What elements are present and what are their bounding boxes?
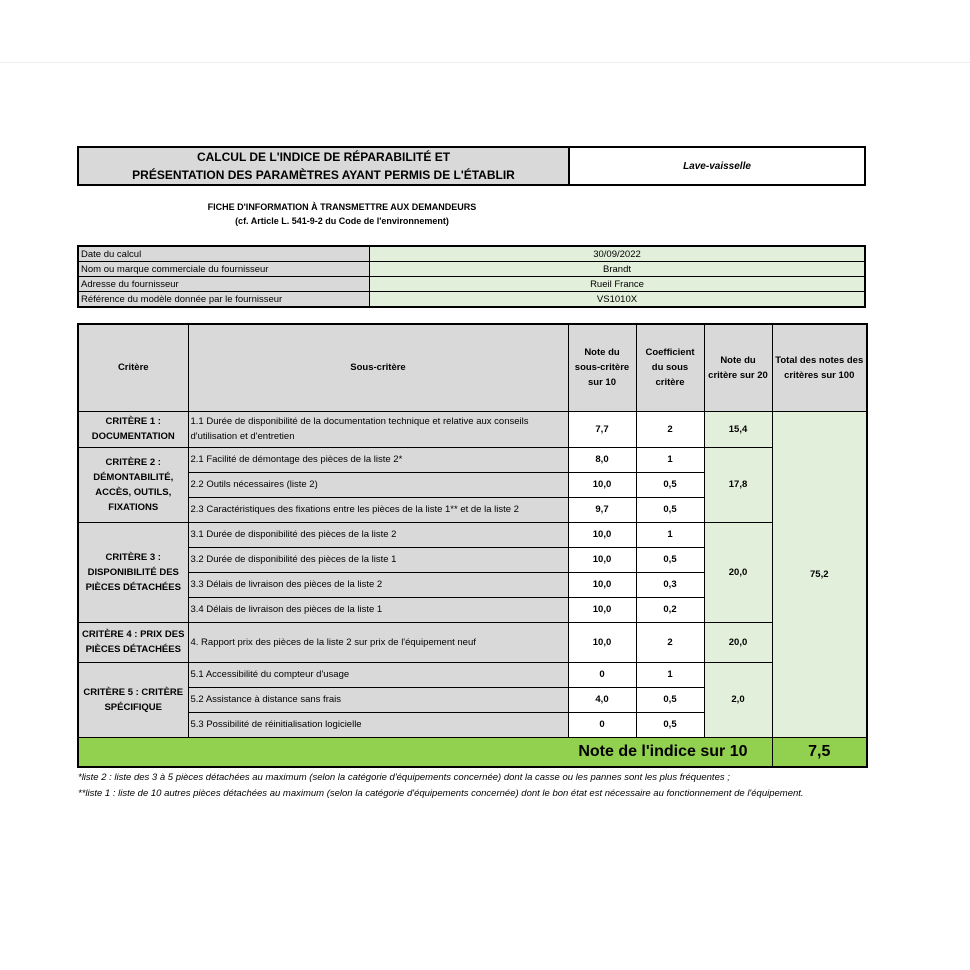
col-sous-critere: Sous-critère — [188, 324, 568, 411]
criterion-2: CRITÈRE 2 : DÉMONTABILITÉ, ACCÈS, OUTILS, FIXATIONS — [78, 447, 188, 522]
info-row — [78, 246, 865, 262]
info-label: Nom ou marque commerciale du fournisseur — [78, 262, 370, 277]
sub-coef: 0,5 — [636, 712, 704, 737]
table-header-row — [78, 324, 867, 411]
sub-note: 9,7 — [568, 497, 636, 522]
col-critere: Critère — [78, 324, 188, 411]
title-line-2: PRÉSENTATION DES PARAMÈTRES AYANT PERMIS DE L'ÉTABLIR — [132, 168, 515, 182]
table-row — [78, 447, 867, 472]
info-label: Référence du modèle donnée par le fournisseur — [78, 292, 370, 308]
info-value: Rueil France — [370, 277, 866, 292]
sub-note: 0 — [568, 662, 636, 687]
info-value: Brandt — [370, 262, 866, 277]
sub-coef: 0,2 — [636, 597, 704, 622]
sub-note: 10,0 — [568, 622, 636, 662]
table-row — [78, 662, 867, 687]
col-total: Total des notes des critères sur 100 — [772, 324, 867, 411]
criterion-score: 17,8 — [704, 447, 772, 522]
sub-coef: 1 — [636, 447, 704, 472]
criterion-5: CRITÈRE 5 : CRITÈRE SPÉCIFIQUE — [78, 662, 188, 737]
criterion-score: 20,0 — [704, 622, 772, 662]
col-note-sous: Note du sous-critère sur 10 — [568, 324, 636, 411]
table-row — [78, 411, 867, 447]
index-label: Note de l'indice sur 10 — [78, 737, 772, 767]
sub-note: 10,0 — [568, 572, 636, 597]
sub-criterion: 1.1 Durée de disponibilité de la documentation technique et relative aux conseils d'utilisation et d'entretien — [188, 411, 568, 447]
info-value: 30/09/2022 — [370, 246, 866, 262]
criterion-4: CRITÈRE 4 : PRIX DES PIÈCES DÉTACHÉES — [78, 622, 188, 662]
sub-criterion: 3.4 Délais de livraison des pièces de la liste 1 — [188, 597, 568, 622]
criterion-score: 15,4 — [704, 411, 772, 447]
sub-coef: 0,5 — [636, 472, 704, 497]
sub-criterion: 4. Rapport prix des pièces de la liste 2 sur prix de l'équipement neuf — [188, 622, 568, 662]
sub-note: 4,0 — [568, 687, 636, 712]
table-row — [78, 522, 867, 547]
sub-criterion: 5.1 Accessibilité du compteur d'usage — [188, 662, 568, 687]
sub-note: 7,7 — [568, 411, 636, 447]
sub-coef: 1 — [636, 662, 704, 687]
sub-criterion: 2.2 Outils nécessaires (liste 2) — [188, 472, 568, 497]
sub-coef: 2 — [636, 411, 704, 447]
sub-criterion: 3.2 Durée de disponibilité des pièces de la liste 1 — [188, 547, 568, 572]
sub-note: 8,0 — [568, 447, 636, 472]
sub-coef: 0,3 — [636, 572, 704, 597]
criterion-score: 2,0 — [704, 662, 772, 737]
sub-criterion: 3.3 Délais de livraison des pièces de la liste 2 — [188, 572, 568, 597]
info-label: Adresse du fournisseur — [78, 277, 370, 292]
sub-criterion: 5.2 Assistance à distance sans frais — [188, 687, 568, 712]
supplier-info-table — [77, 245, 866, 308]
document-title — [79, 148, 570, 184]
sub-note: 10,0 — [568, 547, 636, 572]
info-row — [78, 277, 865, 292]
title-line-1: CALCUL DE L'INDICE DE RÉPARABILITÉ ET — [196, 150, 451, 164]
sub-note: 10,0 — [568, 472, 636, 497]
fiche-line-1: FICHE D'INFORMATION À TRANSMETTRE AUX DEMANDEURS — [207, 202, 477, 212]
sub-coef: 0,5 — [636, 497, 704, 522]
sub-note: 10,0 — [568, 597, 636, 622]
info-row — [78, 262, 865, 277]
sub-criterion: 2.3 Caractéristiques des fixations entre les pièces de la liste 1** et de la liste 2 — [188, 497, 568, 522]
sub-note: 0 — [568, 712, 636, 737]
document-header — [77, 146, 866, 186]
footnote-liste-2: *liste 2 : liste des 3 à 5 pièces détachées au maximum (selon la catégorie d'équipements concernée) dont la casse ou les pannes sont les plus fréquentes ; — [78, 772, 730, 783]
sub-note: 10,0 — [568, 522, 636, 547]
index-value: 7,5 — [772, 737, 867, 767]
col-note-critere: Note du critère sur 20 — [704, 324, 772, 411]
sub-coef: 1 — [636, 522, 704, 547]
sub-coef: 0,5 — [636, 687, 704, 712]
repairability-table — [77, 323, 868, 768]
sub-coef: 2 — [636, 622, 704, 662]
col-coef: Coefficient du sous critère — [636, 324, 704, 411]
sub-criterion: 3.1 Durée de disponibilité des pièces de la liste 2 — [188, 522, 568, 547]
info-label: Date du calcul — [78, 246, 370, 262]
sub-coef: 0,5 — [636, 547, 704, 572]
table-row — [78, 622, 867, 662]
info-row — [78, 292, 865, 308]
fiche-line-2: (cf. Article L. 541-9-2 du Code de l'environnement) — [235, 216, 449, 226]
sub-criterion: 5.3 Possibilité de réinitialisation logicielle — [188, 712, 568, 737]
criterion-1: CRITÈRE 1 : DOCUMENTATION — [78, 411, 188, 447]
criterion-score: 20,0 — [704, 522, 772, 622]
top-bar — [0, 0, 970, 63]
info-value: VS1010X — [370, 292, 866, 308]
criterion-3: CRITÈRE 3 : DISPONIBILITÉ DES PIÈCES DÉTACHÉES — [78, 522, 188, 622]
total-score: 75,2 — [772, 411, 867, 737]
index-row — [78, 737, 867, 767]
footnote-liste-1: **liste 1 : liste de 10 autres pièces détachées au maximum (selon la catégorie d'équipements concernée) dont le bon état est nécessaire au fonctionnement de l'équipement. — [78, 788, 804, 799]
product-type: Lave-vaisselle — [683, 160, 751, 172]
sub-criterion: 2.1 Facilité de démontage des pièces de la liste 2* — [188, 447, 568, 472]
